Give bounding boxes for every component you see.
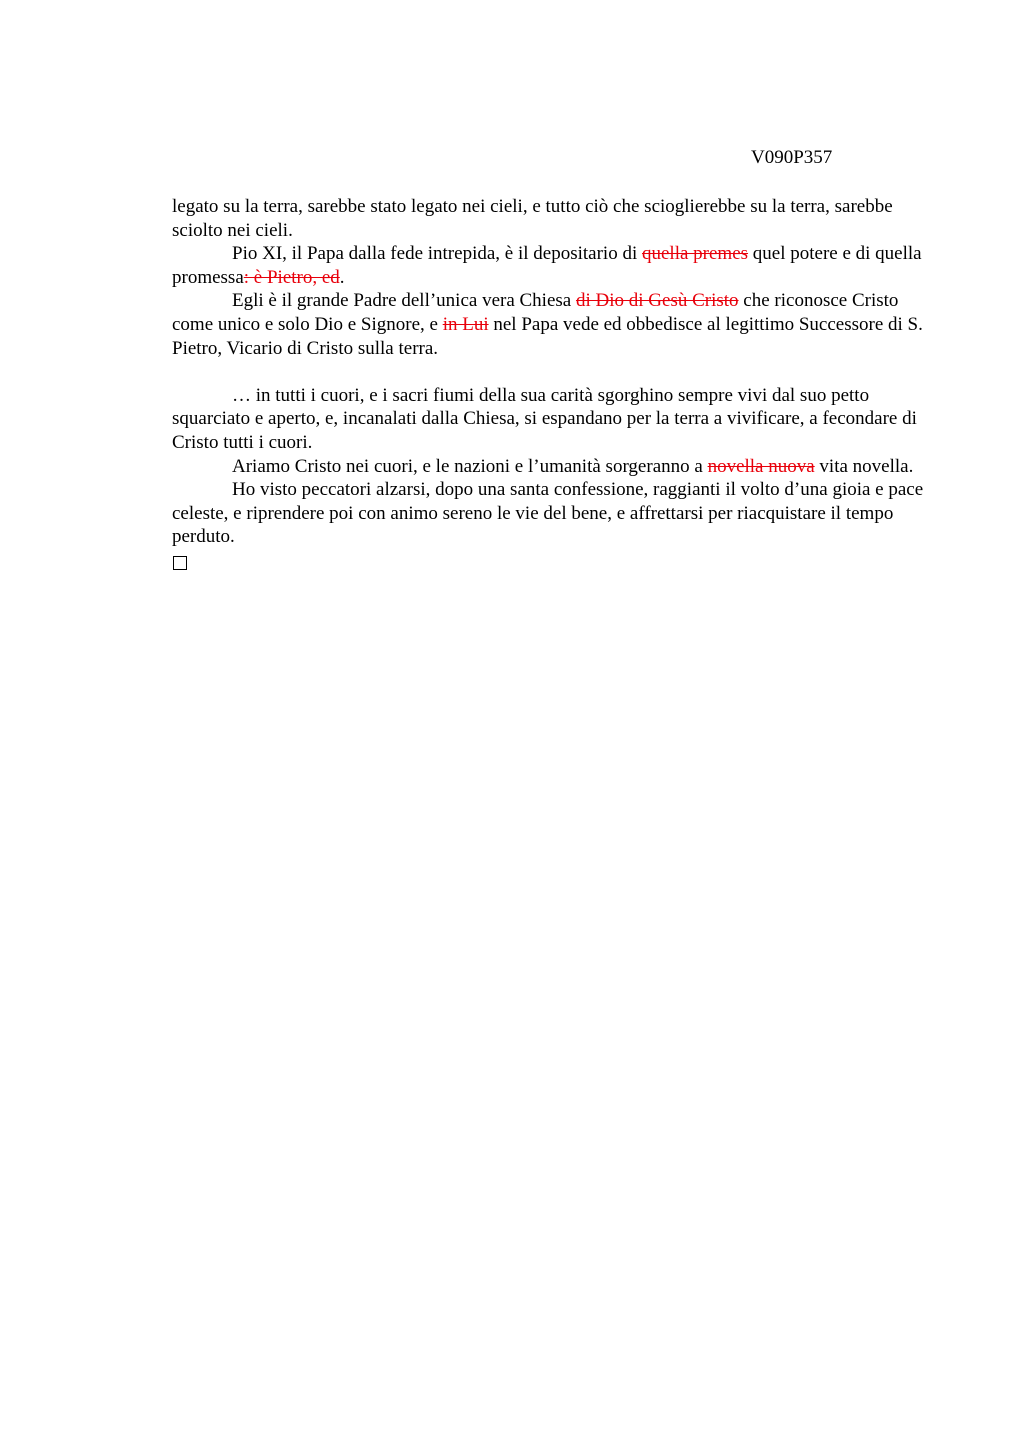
paragraph-2-text-1: Pio XI, il Papa dalla fede intrepida, è il depositario di — [232, 243, 642, 265]
paragraph-6 — [172, 478, 932, 549]
paragraph-2 — [172, 242, 932, 289]
paragraph-1-text: legato su la terra, sarebbe stato legato nei cieli, e tutto ciò che scioglierebbe su la terra, sarebbe sciolto nei cieli. — [172, 196, 893, 241]
page-id: V090P357 — [751, 147, 833, 168]
paragraph-2-text-3: . — [339, 266, 345, 288]
paragraph-5 — [172, 455, 932, 479]
document-body — [172, 195, 932, 570]
end-marker-box-icon — [173, 556, 187, 570]
paragraph-3-text-3: nel Papa vede ed obbedisce al legittimo Successore di S. Pietro, Vicario di Cristo sulla terra. — [172, 313, 923, 359]
paragraph-1 — [172, 195, 932, 242]
paragraph-6-text: Ho visto peccatori alzarsi, dopo una santa confessione, raggianti il volto d’una gioia e pace celeste, e riprendere poi con animo sereno le vie del bene, e affrettarsi per riacquistare il tempo perduto. — [172, 479, 924, 548]
paragraph-4 — [172, 384, 932, 455]
deleted-text: novella nuova — [707, 455, 815, 477]
deleted-text: di Dio di Gesù Cristo — [575, 290, 739, 312]
paragraph-5-text-2: vita novella. — [814, 455, 914, 477]
deleted-text: quella premes — [641, 243, 749, 265]
paragraph-2-text-2: quel potere e di quella promessa — [172, 243, 922, 288]
paragraph-3 — [172, 289, 932, 360]
paragraph-3-text-1: Egli è il grande Padre dell’unica vera Chiesa — [232, 290, 576, 312]
paragraph-5-text-1: Ariamo Cristo nei cuori, e le nazioni e l’umanità sorgeranno a — [232, 455, 708, 477]
deleted-text: in Lui — [442, 313, 489, 335]
deleted-text: : è Pietro, ed — [243, 266, 340, 288]
paragraph-4-text: … in tutti i cuori, e i sacri fiumi della sua carità sgorghino sempre vivi dal suo petto squarciato e aperto, e, incanalati dalla Chiesa, si espandano per la terra a vivificare, a fecondare di Cristo tutti i cuori. — [172, 384, 917, 453]
paragraph-3-text-2: che riconosce Cristo come unico e solo Dio e Signore, e — [172, 290, 899, 335]
paragraph-gap — [172, 360, 932, 384]
